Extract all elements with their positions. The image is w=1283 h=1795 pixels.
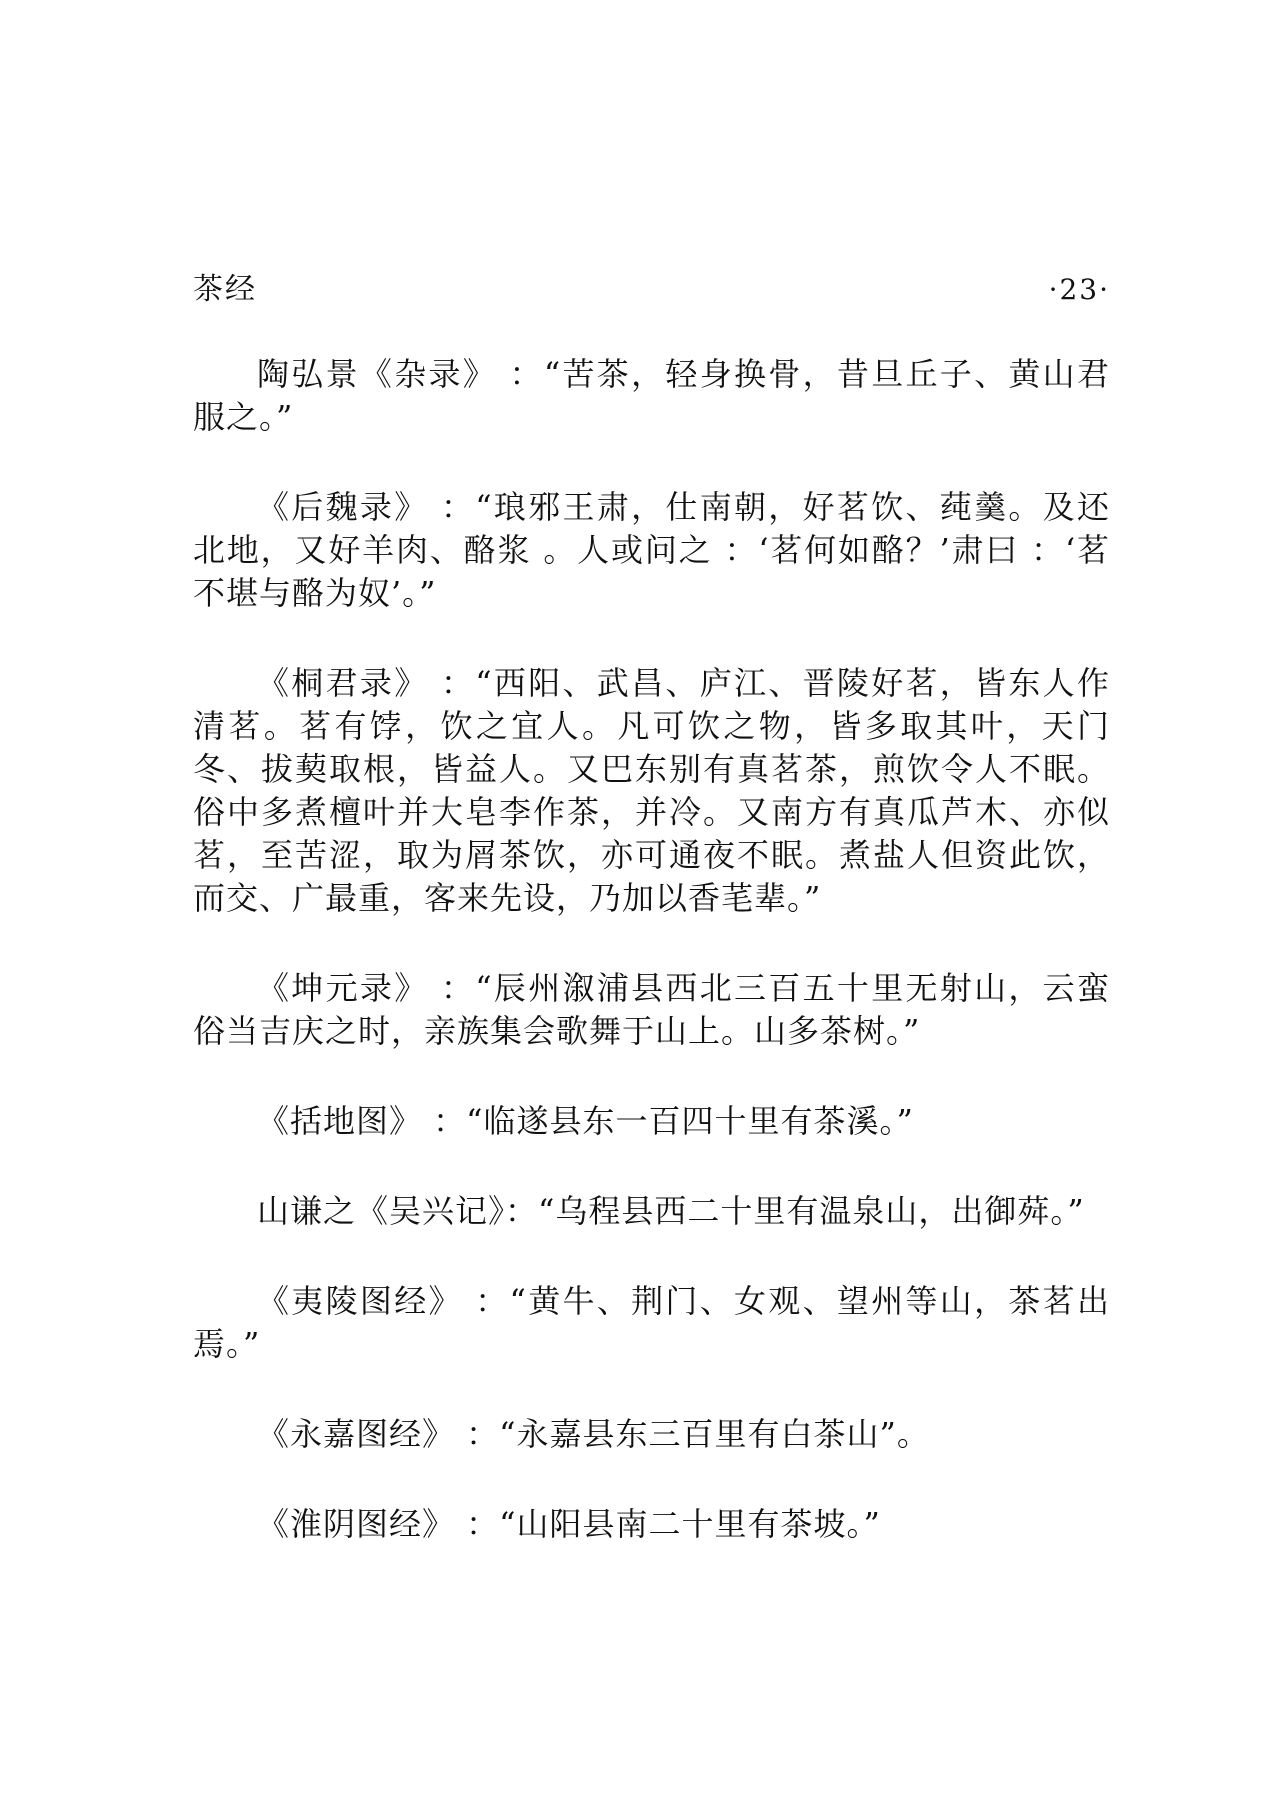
- paragraph-houweilu: 《后魏录》 ：“琅邪王肃，仕南朝，好茗饮、莼羹。及还北地，又好羊肉、酪浆 。人或问之 ：‘茗何如酪？’肃曰 ：‘茗不堪与酪为奴’。”: [193, 488, 1110, 612]
- paragraph-kuoditu: 《括地图》 ：“临遂县东一百四十里有茶溪。”: [257, 1102, 914, 1140]
- page-number: ·23·: [1048, 273, 1110, 306]
- paragraph-yilingtujing: 《夷陵图经》 ：“黄牛、荆门、女观、望州等山，茶茗出焉。”: [193, 1282, 1110, 1363]
- book-title: 茶经: [193, 272, 257, 307]
- paragraph-yongjiatujing: 《永嘉图经》 ：“永嘉县东三百里有白茶山”。: [257, 1415, 930, 1453]
- paragraph-wuxingji: 山谦之《吴兴记》：“乌程县西二十里有温泉山，出御荈。”: [257, 1192, 1085, 1230]
- paragraph-zalu: 陶弘景《杂录》 ：“苦茶，轻身换骨，昔旦丘子、黄山君服之。”: [193, 355, 1110, 436]
- paragraph-tongjunlu: 《桐君录》 ：“西阳、武昌、庐江、晋陵好茗，皆东人作清茗。茗有饽，饮之宜人。凡可饮之物，皆多取其叶，天门冬、拔葜取根，皆益人。又巴东别有真茗茶，煎饮令人不眠。俗中多煮檀叶并大皂李作茶，并冷。又南方有真瓜芦木、亦似茗，至苦涩，取为屑茶饮，亦可通夜不眠。煮盐人但资此饮，而交、广最重，客来先设，乃加以香芼辈。”: [193, 664, 1110, 917]
- paragraph-kunyuanlu: 《坤元录》 ：“辰州溆浦县西北三百五十里无射山，云蛮俗当吉庆之时，亲族集会歌舞于山上。山多茶树。”: [193, 969, 1110, 1050]
- body-text: [193, 353, 1110, 1593]
- paragraph-huaiyintujing: 《淮阴图经》 ：“山阳县南二十里有茶坡。”: [257, 1505, 881, 1543]
- running-header: [193, 268, 1110, 312]
